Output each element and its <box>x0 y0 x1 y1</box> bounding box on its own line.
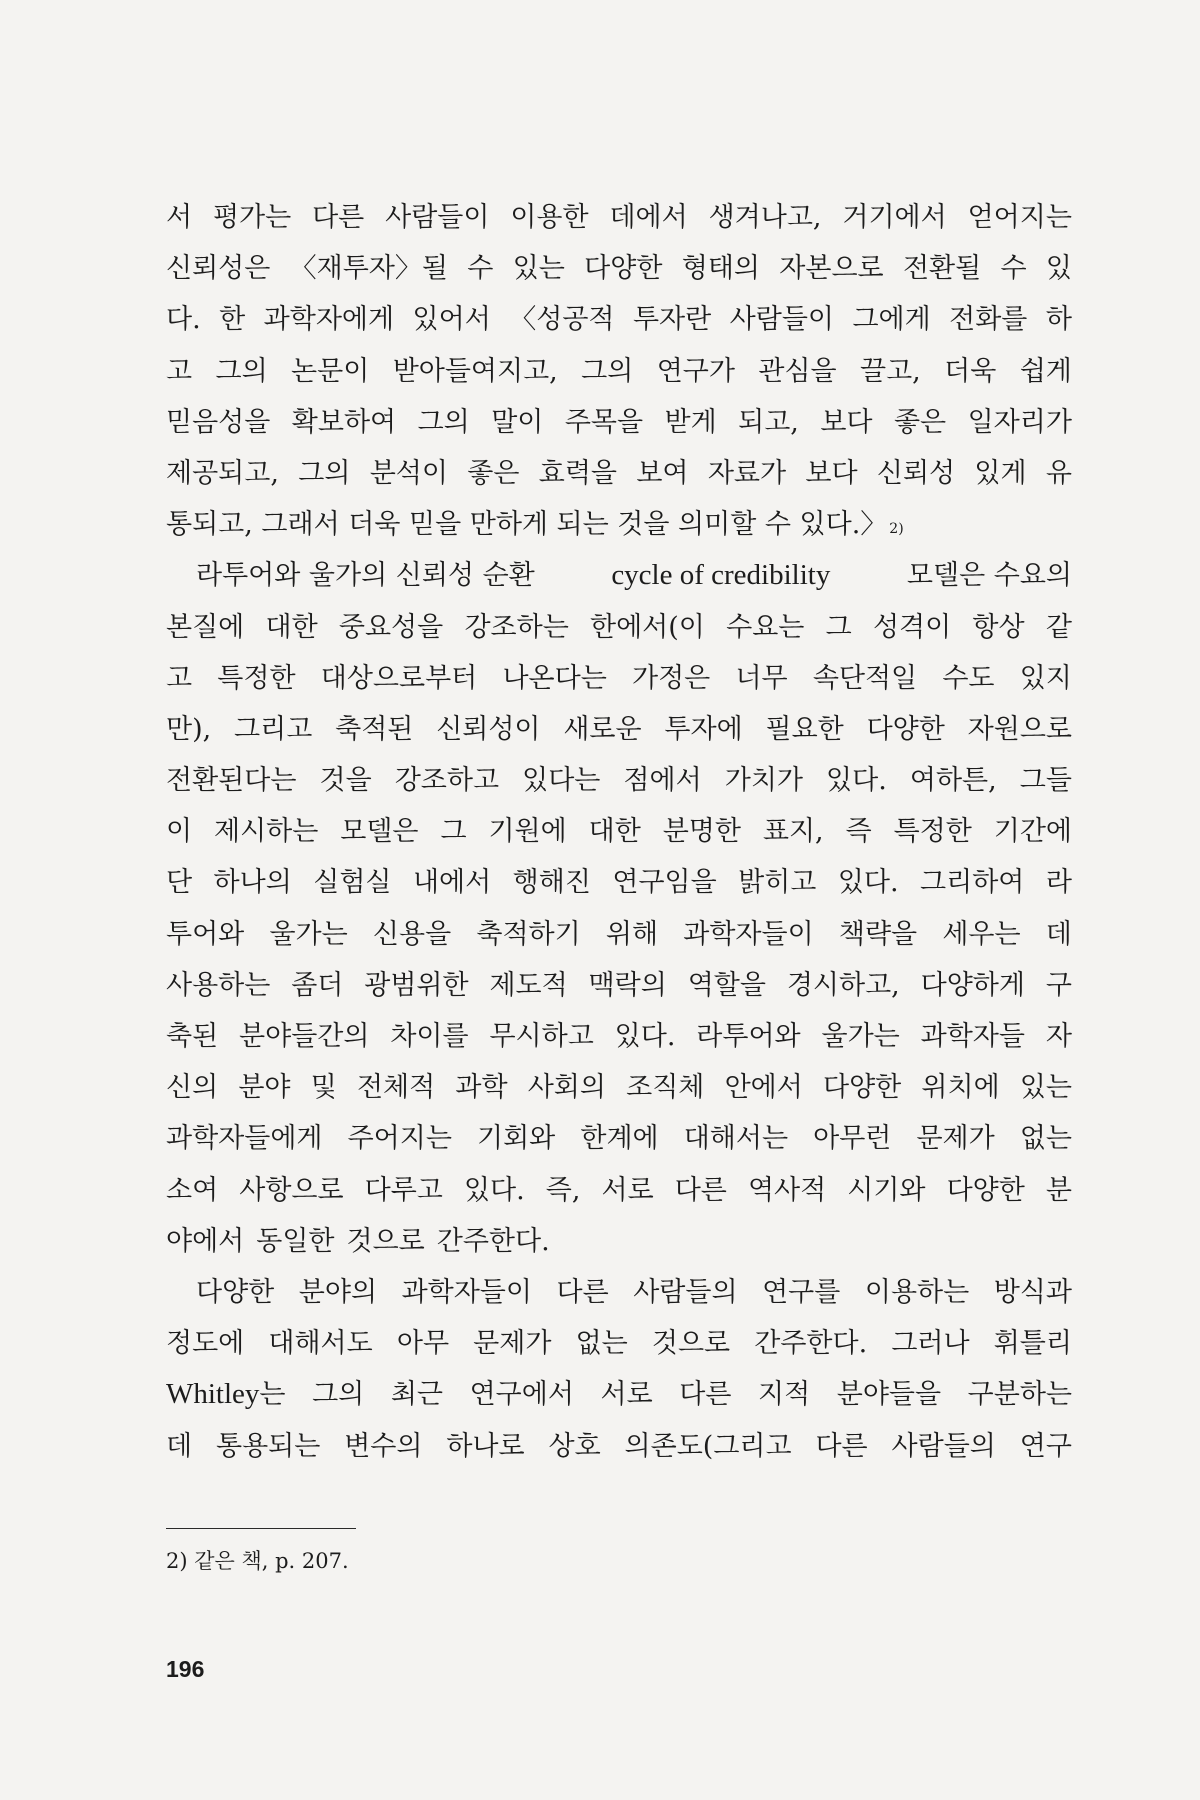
latin-name: Whitley <box>166 1378 260 1411</box>
word: 없는 <box>575 1328 628 1360</box>
word: 내에서 <box>412 867 492 899</box>
text-line <box>166 1062 1072 1113</box>
word: 〈성공적 <box>509 304 615 336</box>
word: 다양한 <box>196 1276 275 1308</box>
word: 가정은 <box>631 662 711 694</box>
word: 더욱 <box>944 355 997 387</box>
word: 특정한 <box>217 662 296 694</box>
word: 보다 <box>805 457 858 489</box>
word: 아무런 <box>813 1123 892 1155</box>
word: 축적하기 <box>476 918 581 950</box>
text-segment: 통되고, 그래서 더욱 믿을 만하게 되는 것을 의미할 수 있다.〉 <box>166 509 888 541</box>
word: 위치에 <box>921 1072 1000 1104</box>
text-line <box>166 550 1072 601</box>
word: 안에서 <box>724 1072 803 1104</box>
word: 있지 <box>1019 662 1072 694</box>
word: 특정한 <box>893 816 972 848</box>
text-line <box>166 1165 1072 1216</box>
word: 차이를 <box>390 1021 469 1052</box>
word: 밝히고 <box>738 867 817 899</box>
word: 대해서는 <box>683 1123 789 1155</box>
word: 과학자에게 <box>263 304 395 336</box>
word: 같 <box>1045 611 1072 643</box>
word: 서로 <box>600 1379 653 1411</box>
word: 보여 <box>636 457 689 489</box>
word: 야에서 <box>166 1225 245 1257</box>
word: 간주한다. <box>436 1225 550 1257</box>
word: 모델은 <box>340 816 419 848</box>
text-line <box>166 397 1072 448</box>
word: 그의 <box>312 1379 365 1411</box>
word: 투어와 <box>166 918 245 950</box>
word: 자본으로 <box>779 253 884 285</box>
word: 다른 <box>556 1276 609 1308</box>
text-line <box>166 448 1072 499</box>
word: 변수의 <box>344 1430 423 1462</box>
word: 그러나 <box>891 1328 970 1360</box>
word: 다양한 <box>866 713 945 745</box>
word: 있어서 <box>412 304 491 336</box>
word: 나온다는 <box>502 662 607 694</box>
word: 신의 <box>166 1072 219 1104</box>
word: 되고, <box>738 406 799 438</box>
word: 문제가 <box>473 1328 552 1360</box>
text-line <box>166 909 1072 960</box>
word: 강조하고 <box>394 765 500 797</box>
word: 상호 <box>548 1430 601 1462</box>
text-segment: 모델은 수요의 <box>906 560 1072 592</box>
word: 울가는 <box>269 918 348 950</box>
word: 지적 <box>758 1379 811 1411</box>
word: 쉽게 <box>1019 355 1072 387</box>
word: 여하튼, <box>909 765 997 797</box>
word: 문제가 <box>916 1123 995 1155</box>
word: 울가는 <box>821 1021 900 1052</box>
word: 연구를 <box>762 1276 841 1308</box>
text-line <box>166 1369 1072 1420</box>
page-number: 196 <box>166 1656 205 1682</box>
text-segment <box>259 1369 1072 1420</box>
word: 광범위한 <box>364 969 469 1001</box>
word: 받아들여지고, <box>392 355 558 387</box>
word: 위해 <box>605 918 659 950</box>
text-line: 통되고, 그래서 더욱 믿을 만하게 되는 것을 의미할 수 있다.〉 2) <box>166 499 1072 550</box>
word: 다른 <box>679 1379 732 1411</box>
word: 대한 <box>588 816 641 848</box>
word: 유 <box>1045 457 1072 489</box>
word: 이 <box>166 816 193 848</box>
word: 수요는 <box>726 611 805 643</box>
word: 대한 <box>265 611 318 643</box>
word: 그의 <box>581 355 634 387</box>
word: 수도 <box>942 662 995 694</box>
word: 자원으로 <box>967 713 1072 745</box>
word: 분명한 <box>662 816 741 848</box>
word: 즉 <box>845 816 872 848</box>
word: 는 <box>259 1379 286 1411</box>
word: 신뢰성이 <box>436 713 541 745</box>
word: 고 <box>166 355 193 387</box>
word: 끌고, <box>860 355 921 387</box>
word: 속단적일 <box>812 662 918 694</box>
latin-term: cycle of credibility <box>611 559 831 592</box>
word: 시기와 <box>847 1174 926 1206</box>
word: 다른 <box>312 202 365 233</box>
word: 신뢰성은 <box>166 253 271 285</box>
word: 통용되는 <box>215 1430 321 1462</box>
text-line <box>166 243 1072 294</box>
word: 기회와 <box>477 1123 556 1155</box>
word: 수 <box>1000 253 1027 285</box>
word: 방식과 <box>993 1276 1072 1308</box>
word: 거기에서 <box>842 202 947 233</box>
word: 주목을 <box>564 406 644 438</box>
word: 효력을 <box>538 457 618 489</box>
word: 그들 <box>1019 765 1072 797</box>
word: 말이 <box>491 406 544 438</box>
text-line <box>166 653 1072 704</box>
word: 그의 <box>215 355 268 387</box>
word: 형태의 <box>681 253 760 285</box>
word: 만), <box>166 713 212 745</box>
word: 좋은 <box>893 406 947 438</box>
word: 서로 <box>601 1174 654 1206</box>
word: 제시하는 <box>214 816 319 848</box>
word: 연구임을 <box>612 867 717 899</box>
word: 너무 <box>735 662 788 694</box>
text-line <box>166 1421 1072 1472</box>
word: 다양한 <box>822 1072 902 1104</box>
word: 있는 <box>512 253 565 285</box>
word: 구분하는 <box>967 1379 1072 1411</box>
word: 것으로 <box>651 1328 731 1360</box>
word: 자 <box>1045 1021 1072 1052</box>
word: 다루고 <box>364 1174 443 1206</box>
word: 단 <box>166 867 193 899</box>
word: 본질에 <box>166 611 245 643</box>
text-line <box>166 857 1072 908</box>
word: 전환될 <box>902 253 982 285</box>
word: 확보하여 <box>291 406 397 438</box>
word: 동일한 <box>256 1225 335 1257</box>
text-line <box>166 346 1072 397</box>
word: 기간에 <box>993 816 1072 848</box>
word: 있다는 <box>522 765 601 797</box>
word: 강조하는 <box>464 611 569 643</box>
word: 사회의 <box>527 1072 606 1104</box>
word: 과학자들이 <box>683 918 814 950</box>
word: 한 <box>219 304 246 336</box>
word: 주어지는 <box>347 1123 452 1155</box>
word: 과학자들 <box>920 1021 1025 1052</box>
text-line <box>166 960 1072 1011</box>
text-line <box>166 602 1072 653</box>
word: 그의 <box>417 406 470 438</box>
word: 라 <box>1045 867 1072 899</box>
word: 세우는 <box>942 918 1021 950</box>
text-line <box>166 1113 1072 1164</box>
text-line <box>166 1318 1072 1369</box>
word: 새로운 <box>563 713 642 745</box>
word: 무시하고 <box>489 1021 594 1052</box>
word: 사람들이 <box>729 304 834 336</box>
word: 책략을 <box>838 918 918 950</box>
word: 신뢰성 <box>876 457 956 489</box>
word: 대해서도 <box>268 1328 373 1360</box>
word: 있다. <box>614 1021 676 1052</box>
word: 있다. <box>463 1174 525 1206</box>
word: 의존도(그리고 <box>624 1430 792 1462</box>
word: 과학 <box>455 1072 508 1104</box>
word: 있는 <box>1019 1072 1072 1104</box>
word: 고 <box>166 662 193 694</box>
word: 다양하게 <box>920 969 1025 1001</box>
word: 이용한 <box>510 202 589 233</box>
word: 분야들을 <box>836 1379 942 1411</box>
word: 소여 <box>166 1174 219 1206</box>
word: 즉, <box>545 1174 581 1206</box>
word: 연구에서 <box>469 1379 574 1411</box>
word: 표지, <box>762 816 824 848</box>
word: 평가는 <box>212 202 292 233</box>
word: 가치가 <box>724 765 803 797</box>
text-line <box>166 294 1072 345</box>
word: 서 <box>166 202 193 233</box>
footnote: 2) 같은 책, p. 207. <box>166 1549 349 1573</box>
word: 및 <box>310 1072 337 1104</box>
word: 그리고 <box>234 713 313 745</box>
word: 다른 <box>815 1430 868 1462</box>
text-line <box>166 755 1072 806</box>
word: 일자리가 <box>967 406 1072 438</box>
word: 그 <box>825 611 852 643</box>
word: 신용을 <box>372 918 452 950</box>
word: 있게 <box>974 457 1027 489</box>
word: 조직체 <box>626 1072 705 1104</box>
word: 아무 <box>396 1328 450 1360</box>
word: 있 <box>1045 253 1072 285</box>
word: 하나로 <box>446 1430 525 1462</box>
word: 없는 <box>1019 1123 1072 1155</box>
word: 행해진 <box>512 867 591 899</box>
word: 분석이 <box>369 457 448 489</box>
word: 항상 <box>972 611 1025 643</box>
word: 데에서 <box>609 202 688 233</box>
word: 성격이 <box>872 611 952 643</box>
word: 사람들이 <box>385 202 490 233</box>
word: 것으로 <box>346 1225 425 1257</box>
word: 구 <box>1045 969 1072 1001</box>
word: 분야들간의 <box>239 1021 370 1052</box>
word: 보다 <box>820 406 873 438</box>
word: 데 <box>166 1430 193 1462</box>
word: 제도적 <box>489 969 568 1001</box>
word: 최근 <box>390 1379 444 1411</box>
text-line <box>166 1216 1072 1267</box>
word: 좋은 <box>467 457 520 489</box>
word: 사항으로 <box>239 1174 344 1206</box>
text-segment: 라투어와 울가의 신뢰성 순환 <box>196 560 535 592</box>
word: 믿음성을 <box>166 406 271 438</box>
word: 다양한 <box>584 253 663 285</box>
word: 점에서 <box>623 765 702 797</box>
word: 휘틀리 <box>993 1328 1072 1360</box>
word: 축된 <box>166 1021 219 1052</box>
word: 중요성을 <box>338 611 444 643</box>
word: 그의 <box>298 457 351 489</box>
text-line <box>166 192 1072 243</box>
word: 이용하는 <box>864 1276 970 1308</box>
word: 간주한다. <box>754 1328 868 1360</box>
word: 한에서(이 <box>590 611 705 643</box>
word: 그 <box>440 816 467 848</box>
word: 사람들의 <box>891 1430 996 1462</box>
word: 한계에 <box>580 1123 659 1155</box>
word: 실험실 <box>313 867 392 899</box>
word: 제공되고, <box>166 457 279 489</box>
word: 논문이 <box>291 355 370 387</box>
word: 데 <box>1045 918 1072 950</box>
word: 연구 <box>1019 1430 1072 1462</box>
word: 하나의 <box>213 867 292 899</box>
word: 관심을 <box>758 355 837 387</box>
word: 좀더 <box>291 969 344 1001</box>
word: 다. <box>166 304 201 336</box>
word: 축적된 <box>335 713 414 745</box>
word: 기원에 <box>488 816 567 848</box>
word: 받게 <box>664 406 717 438</box>
word: 분야 <box>238 1072 291 1104</box>
word: 과학자들이 <box>401 1276 532 1308</box>
word: 투자에 <box>664 713 743 745</box>
text-line <box>166 1011 1072 1062</box>
word: 전화를 <box>949 304 1028 336</box>
word: 분 <box>1045 1174 1072 1206</box>
body-text <box>166 192 1072 1472</box>
word: 대상으로부터 <box>320 662 478 694</box>
word: 역할을 <box>687 969 766 1001</box>
word: 그에게 <box>852 304 931 336</box>
text-line <box>166 704 1072 755</box>
word: 경시하고, <box>786 969 900 1001</box>
word: 〈재투자〉될 <box>289 253 448 285</box>
word: 맥락의 <box>588 969 667 1001</box>
word: 자료가 <box>707 457 787 489</box>
footnote-divider <box>166 1528 356 1529</box>
text-line <box>166 1267 1072 1318</box>
word: 정도에 <box>166 1328 245 1360</box>
word: 사람들의 <box>633 1276 738 1308</box>
word: 것을 <box>319 765 372 797</box>
word: 과학자들에게 <box>166 1123 323 1155</box>
text-line <box>166 806 1072 857</box>
word: 다른 <box>674 1174 727 1206</box>
word: 사용하는 <box>166 969 271 1001</box>
word: 다양한 <box>946 1174 1025 1206</box>
word: 생겨나고, <box>708 202 822 233</box>
word: 하 <box>1045 304 1072 336</box>
word: 있다. <box>837 867 899 899</box>
word: 그리하여 <box>920 867 1025 899</box>
word: 역사적 <box>747 1174 827 1206</box>
word: 얻어지는 <box>967 202 1072 233</box>
word: 수 <box>467 253 494 285</box>
word: 연구가 <box>656 355 735 387</box>
word: 전체적 <box>356 1072 436 1104</box>
word: 있다. <box>826 765 887 797</box>
word: 투자란 <box>632 304 712 336</box>
word: 필요한 <box>765 713 844 745</box>
word: 라투어와 <box>696 1021 801 1052</box>
word: 전환된다는 <box>166 765 297 797</box>
word: 분야의 <box>298 1276 378 1308</box>
